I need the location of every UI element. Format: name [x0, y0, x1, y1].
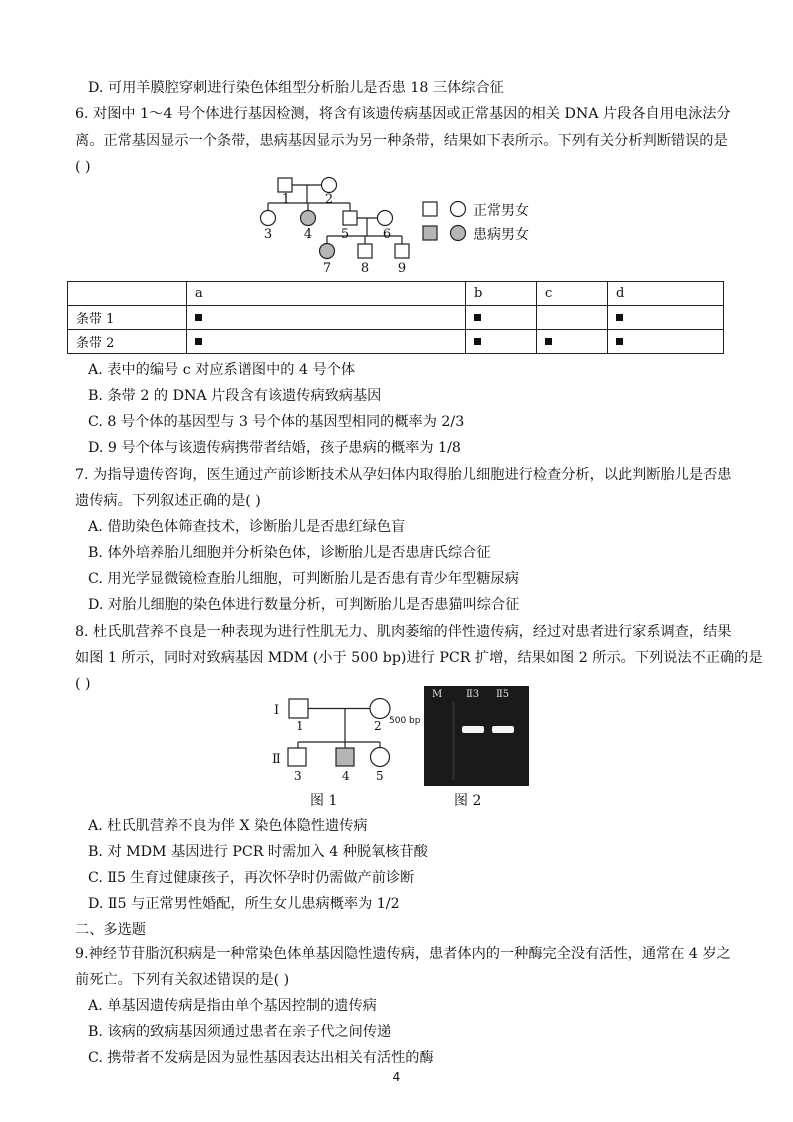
- band-mark: [616, 314, 623, 321]
- pedigree-label-9: 9: [397, 261, 407, 275]
- table-header-d: d: [608, 282, 724, 306]
- row-label-band2: 条带 2: [68, 330, 187, 354]
- pedigree2-individual-3: [288, 748, 306, 766]
- legend-normal: 正常男女: [473, 203, 529, 219]
- pedigree2-individual-5: [371, 748, 390, 767]
- legend-symbols: [420, 199, 470, 244]
- band-mark: [195, 314, 202, 321]
- page-number: 4: [392, 1070, 401, 1084]
- q6-option-a: A. 表中的编号 c 对应系谱图中的 4 号个体: [88, 362, 356, 378]
- gel-lane-ii5: Ⅱ5: [496, 689, 510, 700]
- band-mark-cell: [537, 306, 608, 330]
- q7-option-c: C. 用光学显微镜检查胎儿细胞，可判断胎儿是否患有青少年型糖尿病: [88, 571, 519, 587]
- q7-option-a: A. 借助染色体筛查技术，诊断胎儿是否患红绿色盲: [88, 519, 406, 535]
- band-mark-cell: [187, 306, 466, 330]
- q9-option-b: B. 该病的致病基因须通过患者在亲子代之间传递: [88, 1024, 392, 1040]
- table-header-a: a: [187, 282, 466, 306]
- pedigree-label-1: 1: [281, 192, 291, 207]
- table-header-b: b: [466, 282, 537, 306]
- pedigree2-label-2: 2: [374, 719, 382, 733]
- pedigree2-label-5: 5: [376, 769, 384, 783]
- pedigree2-individual-1: [289, 699, 308, 718]
- band-mark-cell: [466, 330, 537, 354]
- table-row: [68, 330, 724, 354]
- q8-stem-line2: 如图 1 所示，同时对致病基因 MDM (小于 500 bp)进行 PCR 扩增，结果如图 2 所示。下列说法不正确的是: [75, 650, 763, 666]
- pedigree2-individual-4: [336, 748, 354, 766]
- table-header-cell: [68, 282, 187, 306]
- gel-result-table: [67, 281, 724, 354]
- q7-stem-line2: 遗传病。下列叙述正确的是( ): [75, 493, 261, 509]
- q8-option-d: D. Ⅱ5 与正常男性婚配，所生女儿患病概率为 1/2: [88, 896, 400, 912]
- pedigree-individual-3: [261, 211, 276, 226]
- pedigree-individual-9: [395, 244, 409, 258]
- pedigree-individual-5: [343, 211, 357, 225]
- legend-affected: 患病男女: [473, 227, 529, 243]
- pedigree-individual-6: [378, 211, 393, 226]
- band-mark: [474, 338, 481, 345]
- band-mark: [195, 338, 202, 345]
- pedigree-label-2: 2: [324, 192, 334, 207]
- gel-lane-ii3: Ⅱ3: [466, 689, 480, 700]
- band-mark-cell: [537, 330, 608, 354]
- band-mark-cell: [466, 306, 537, 330]
- band-mark: [545, 338, 552, 345]
- pedigree2-individual-2: [370, 699, 390, 719]
- q8-option-c: C. Ⅱ5 生育过健康孩子，再次怀孕时仍需做产前诊断: [88, 870, 415, 886]
- gel-lane-m: M: [432, 689, 443, 700]
- pedigree-label-3: 3: [263, 227, 273, 242]
- pedigree-figure-1: [270, 690, 395, 790]
- q7-option-b: B. 体外培养胎儿细胞并分析染色体，诊断胎儿是否患唐氏综合征: [88, 545, 491, 561]
- pedigree-label-4: 4: [303, 227, 313, 242]
- q5-option-d: D. 可用羊膜腔穿刺进行染色体组型分析胎儿是否患 18 三体综合征: [88, 80, 504, 96]
- pedigree-label-6: 6: [382, 227, 392, 242]
- q9-stem-line1: 9.神经节苷脂沉积病是一种常染色体单基因隐性遗传病，患者体内的一种酶完全没有活性，通常在 4 岁之: [75, 946, 731, 962]
- pedigree-individual-7: [320, 244, 335, 259]
- q6-stem-line2: 离。正常基因显示一个条带，患病基因显示为另一种条带，结果如下表所示。下列有关分析判断错误的是: [75, 133, 728, 149]
- q7-option-d: D. 对胎儿细胞的染色体进行数量分析，可判断胎儿是否患猫叫综合征: [88, 597, 520, 613]
- band-mark-cell: [608, 330, 724, 354]
- gel-electrophoresis-image: [424, 686, 529, 786]
- generation-label-1: Ⅰ: [274, 703, 280, 718]
- figure-1-caption: 图 1: [310, 793, 338, 809]
- q8-option-b: B. 对 MDM 基因进行 PCR 时需加入 4 种脱氧核苷酸: [88, 844, 428, 860]
- pedigree2-label-1: 1: [296, 719, 304, 733]
- pedigree-label-5: 5: [340, 227, 350, 242]
- band-mark-cell: [187, 330, 466, 354]
- q9-option-a: A. 单基因遗传病是指由单个基因控制的遗传病: [88, 998, 377, 1014]
- generation-label-2: Ⅱ: [272, 752, 281, 767]
- table-header-row: [68, 282, 724, 306]
- section-heading-multiple-choice: 二、多选题: [75, 922, 146, 938]
- pedigree-individual-2: [322, 178, 337, 193]
- band-mark-cell: [608, 306, 724, 330]
- band-mark: [616, 338, 623, 345]
- pedigree2-label-4: 4: [342, 769, 350, 783]
- q9-stem-line2: 前死亡。下列有关叙述错误的是( ): [75, 972, 290, 988]
- q6-option-c: C. 8 号个体的基因型与 3 号个体的基因型相同的概率为 2/3: [88, 414, 465, 430]
- q6-stem-line3: ( ): [75, 159, 91, 175]
- pedigree-individual-4: [301, 211, 316, 226]
- row-label-band1: 条带 1: [68, 306, 187, 330]
- pedigree-individual-8: [358, 244, 372, 258]
- q8-stem-line3: ( ): [75, 676, 91, 692]
- q6-option-b: B. 条带 2 的 DNA 片段含有该遗传病致病基因: [88, 388, 382, 404]
- q6-stem-line1: 6. 对图中 1～4 号个体进行基因检测，将含有该遗传病基因或正常基因的相关 DNA 片段各自用电泳法分: [75, 106, 731, 122]
- pedigree-individual-1: [278, 178, 292, 192]
- q8-stem-line1: 8. 杜氏肌营养不良是一种表现为进行性肌无力、肌肉萎缩的伴性遗传病，经过对患者进行家系调查，结果: [75, 624, 732, 640]
- q8-option-a: A. 杜氏肌营养不良为伴 X 染色体隐性遗传病: [88, 818, 368, 834]
- figure-2-caption: 图 2: [454, 793, 482, 809]
- band-mark: [474, 314, 481, 321]
- pedigree-label-7: 7: [322, 261, 332, 275]
- q6-option-d: D. 9 号个体与该遗传病携带者结婚，孩子患病的概率为 1/8: [88, 440, 461, 456]
- table-header-c: c: [537, 282, 608, 306]
- table-row: [68, 306, 724, 330]
- pedigree2-label-3: 3: [294, 769, 302, 783]
- q9-option-c: C. 携带者不发病是因为显性基因表达出相关有活性的酶: [88, 1050, 434, 1066]
- gel-size-label: 500 bp: [389, 716, 421, 726]
- pedigree-label-8: 8: [360, 261, 370, 275]
- q7-stem-line1: 7. 为指导遗传咨询，医生通过产前诊断技术从孕妇体内取得胎儿细胞进行检查分析，以此判断胎儿是否患: [75, 467, 732, 483]
- pedigree-figure-q6: [250, 170, 420, 275]
